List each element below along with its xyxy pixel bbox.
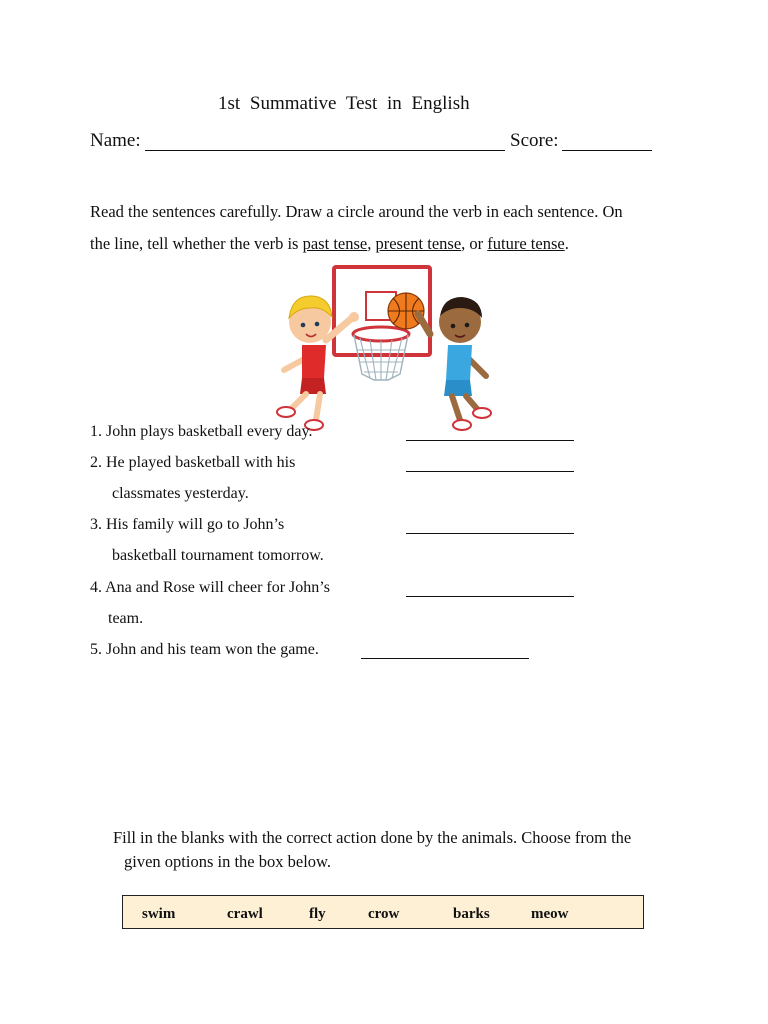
basketball-illustration [270, 262, 500, 437]
item-1-line1: 1. John plays basketball every day. [90, 423, 313, 440]
item-1-answer-line[interactable] [406, 440, 574, 441]
part2-instruction-line2: given options in the box below. [124, 852, 331, 871]
item-4-line2: team. [108, 610, 144, 627]
tense-present: present tense [375, 234, 462, 253]
item-3-line2: basketball tournament tomorrow. [112, 547, 324, 564]
item-5-answer-line[interactable] [361, 658, 529, 659]
item-2-line2: classmates yesterday. [112, 485, 249, 502]
option-word: crow [368, 906, 400, 922]
item-5-line1: 5. John and his team won the game. [90, 641, 319, 658]
item-3-line1: 3. His family will go to John’s [90, 516, 285, 533]
page-title: 1st Summative Test in English [218, 93, 470, 114]
item-4-line1: 4. Ana and Rose will cheer for John’s [90, 579, 330, 596]
part1-instruction-line2 [90, 234, 569, 254]
options-box [122, 895, 644, 929]
item-3-answer-line[interactable] [406, 533, 574, 534]
part1-instruction-line1: Read the sentences carefully. Draw a circle around the verb in each sentence. On [90, 202, 623, 221]
name-label: Name: [90, 130, 141, 151]
separator: , [367, 234, 376, 253]
item-2-line1: 2. He played basketball with his [90, 454, 296, 471]
separator: , or [461, 234, 488, 253]
score-label: Score: [510, 130, 559, 151]
tense-past: past tense [302, 234, 368, 253]
option-word: swim [142, 906, 176, 922]
option-word: crawl [227, 906, 263, 922]
item-4-answer-line[interactable] [406, 596, 574, 597]
score-field-line[interactable] [562, 150, 652, 151]
instruction-prefix: the line, tell whether the verb is [90, 234, 303, 253]
option-word: barks [453, 906, 490, 922]
option-word: fly [309, 906, 326, 922]
item-2-answer-line[interactable] [406, 471, 574, 472]
part2-instruction-line1: Fill in the blanks with the correct action done by the animals. Choose from the [113, 828, 632, 847]
name-field-line[interactable] [145, 150, 505, 151]
tense-future: future tense [487, 234, 565, 253]
option-word: meow [531, 906, 569, 922]
period: . [564, 234, 569, 253]
